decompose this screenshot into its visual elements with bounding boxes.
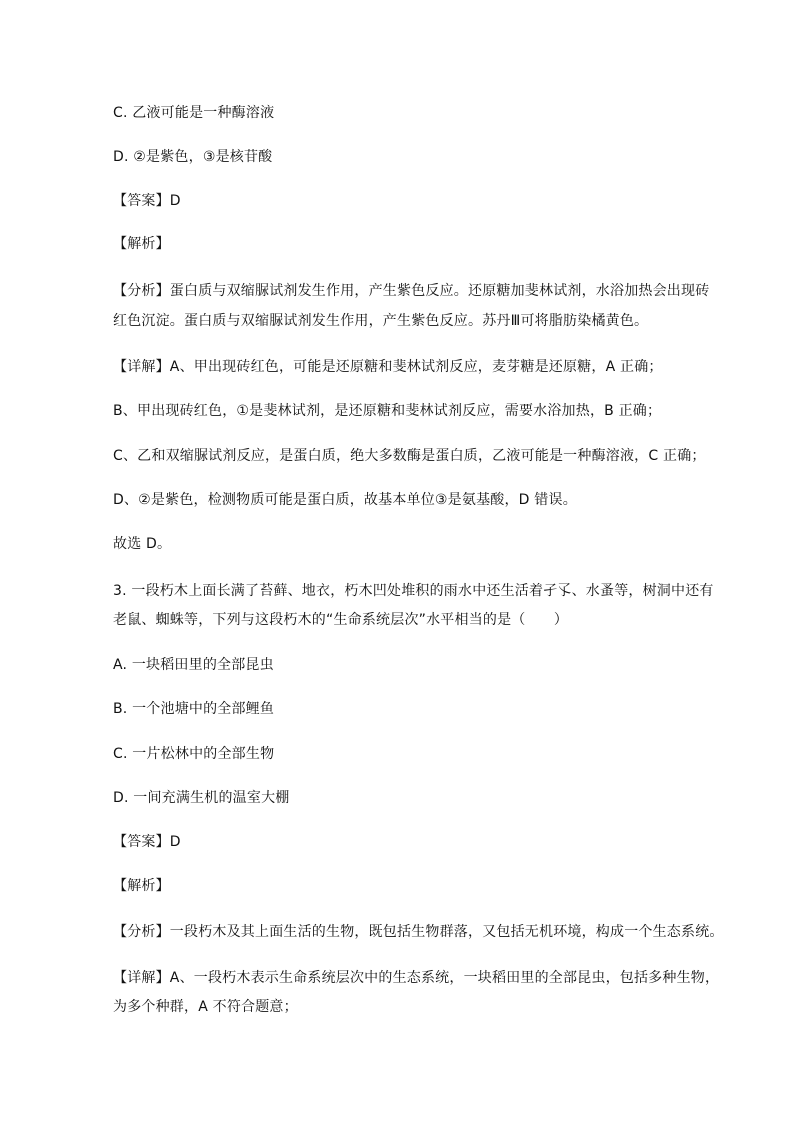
- analysis-heading-prev: 【解析】: [113, 236, 170, 252]
- conclusion-prev: 故选 D。: [113, 536, 172, 552]
- answer-prev: 【答案】D: [113, 193, 181, 209]
- detail-a-prev: 【详解】A、甲出现砖红色，可能是还原糖和斐林试剂反应，麦芽糖是还原糖，A 正确；: [113, 359, 663, 375]
- detail-a-line-2: 为多个种群，A 不符合题意；: [113, 999, 298, 1015]
- detail-a-line-1: 【详解】A、一段朽木表示生命系统层次中的生态系统，一块稻田里的全部昆虫，包括多种生物，: [113, 970, 720, 986]
- analysis-heading: 【解析】: [113, 878, 170, 894]
- option-c-prev: C. 乙液可能是一种酶溶液: [113, 105, 275, 121]
- option-c: C. 一片松林中的全部生物: [113, 746, 275, 762]
- detail-c-prev: C、乙和双缩脲试剂反应，是蛋白质，绝大多数酶是蛋白质，乙液可能是一种酶溶液，C 正确；: [113, 448, 706, 464]
- detail-b-prev: B、甲出现砖红色，①是斐林试剂，是还原糖和斐林试剂反应，需要水浴加热，B 正确；: [113, 403, 662, 419]
- option-d: D. 一间充满生机的温室大棚: [113, 790, 290, 806]
- question-3-line-1: 3. 一段朽木上面长满了苔藓、地衣，朽木凹处堆积的雨水中还生活着孑孓、水蚤等，树洞中还有: [113, 583, 714, 599]
- option-d-prev: D. ②是紫色，③是核苷酸: [113, 149, 273, 165]
- analysis-text-2: 红色沉淀。蛋白质与双缩脲试剂发生作用，产生紫色反应。苏丹Ⅲ可将脂肪染橘黄色。: [113, 313, 649, 329]
- question-3-line-2: 老鼠、蜘蛛等，下列与这段朽木的“生命系统层次”水平相当的是（ ）: [113, 612, 569, 628]
- analysis-text-1: 【分析】蛋白质与双缩脲试剂发生作用，产生紫色反应。还原糖加斐林试剂，水浴加热会出现砖: [113, 283, 710, 299]
- analysis-text: 【分析】一段朽木及其上面生活的生物，既包括生物群落，又包括无机环境，构成一个生态系统。: [113, 924, 724, 940]
- option-b: B. 一个池塘中的全部鲤鱼: [113, 701, 275, 717]
- option-a: A. 一块稻田里的全部昆虫: [113, 657, 274, 673]
- answer: 【答案】D: [113, 834, 181, 850]
- detail-d-prev: D、②是紫色，检测物质可能是蛋白质，故基本单位③是氨基酸，D 错误。: [113, 492, 577, 508]
